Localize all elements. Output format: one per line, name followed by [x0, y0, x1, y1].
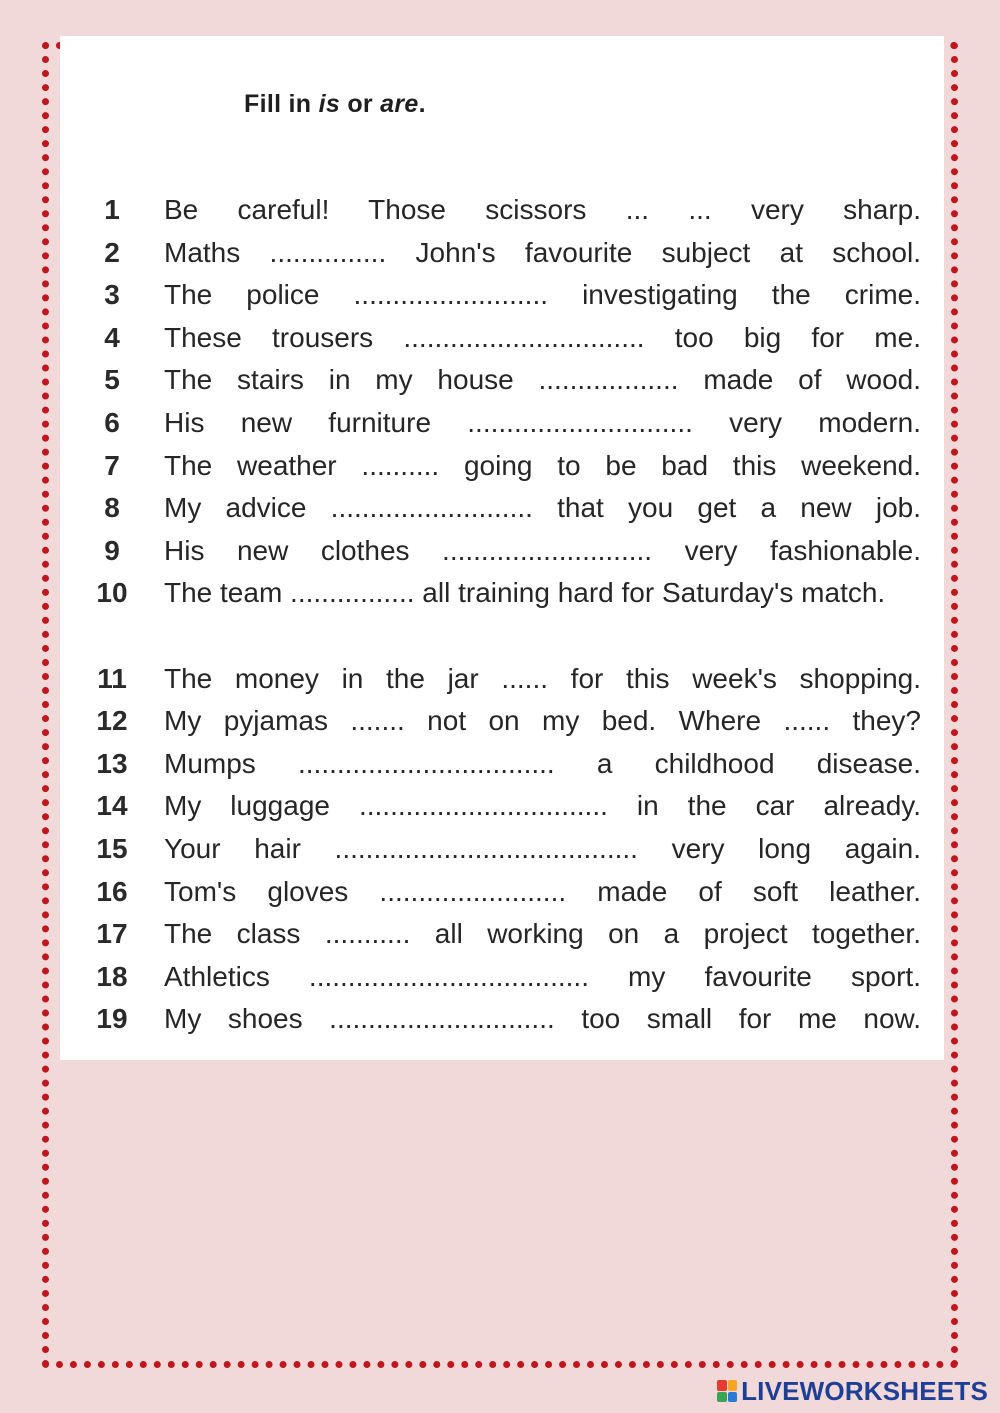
exercise-item: [60, 530, 944, 573]
item-number: 19: [96, 1003, 128, 1035]
title-text-are: are: [380, 90, 419, 118]
item-number: 17: [96, 918, 128, 950]
item-number: 2: [104, 236, 120, 268]
exercise-item: [60, 998, 944, 1041]
item-number: 18: [96, 960, 128, 992]
exercise-item: [60, 359, 944, 402]
item-sentence: My pyjamas ....... not on my bed. Where ...... they?: [164, 705, 921, 737]
item-sentence: My shoes ............................. too small for me now.: [164, 1003, 921, 1035]
exercise-item: [60, 828, 944, 871]
item-number: 4: [104, 321, 120, 353]
item-number: 5: [104, 364, 120, 396]
title-text-or: or: [340, 90, 381, 118]
exercise-item: [60, 956, 944, 999]
exercise-item: [60, 232, 944, 275]
exercise-item: [60, 658, 944, 701]
exercise-item: [60, 743, 944, 786]
item-sentence: The class ........... all working on a project together.: [164, 918, 921, 950]
item-sentence: Mumps ................................. a childhood disease.: [164, 747, 921, 779]
item-sentence: The money in the jar ...... for this week's shopping.: [164, 662, 921, 694]
title-text-period: .: [418, 90, 426, 118]
item-sentence: The weather .......... going to be bad this weekend.: [164, 449, 921, 481]
item-number: 16: [96, 875, 128, 907]
item-number: 3: [104, 279, 120, 311]
exercise-item: [60, 317, 944, 360]
item-sentence: The stairs in my house .................. made of wood.: [164, 364, 921, 396]
item-number: 15: [96, 832, 128, 864]
item-number: 1: [104, 194, 120, 225]
item-number: 14: [96, 790, 128, 822]
liveworksheets-logo[interactable]: [717, 1373, 988, 1409]
exercise-item: [60, 913, 944, 956]
exercise-item: [60, 700, 944, 743]
item-number: 11: [97, 662, 127, 694]
item-number: 8: [104, 492, 120, 524]
exercise-item: [60, 402, 944, 445]
item-number: 9: [104, 534, 120, 566]
exercise-item: [60, 189, 944, 232]
exercise-item: [60, 785, 944, 828]
exercise-item: [60, 274, 944, 317]
item-number: 10: [96, 577, 128, 609]
title-text-fill-in: Fill in: [244, 90, 319, 118]
exercise-item: [60, 572, 944, 657]
item-sentence: These trousers ............................... too big for me.: [164, 321, 921, 353]
item-sentence: My luggage ................................ in the car already.: [164, 790, 921, 822]
item-sentence: Athletics .................................... my favourite sport.: [164, 960, 921, 992]
item-sentence: Your hair ....................................... very long again.: [164, 832, 921, 864]
item-number: 7: [104, 449, 120, 481]
item-sentence: Be careful! Those scissors ... ... very sharp.: [164, 194, 921, 225]
exercise-item: [60, 487, 944, 530]
item-sentence: Tom's gloves ........................ made of soft leather.: [164, 875, 921, 907]
item-sentence: His new clothes ........................... very fashionable.: [164, 534, 921, 566]
item-sentence: The team ................ all training hard for Saturday's match.: [164, 577, 886, 609]
item-number: 13: [96, 747, 128, 779]
title-text-is: is: [318, 90, 341, 118]
item-number: 6: [104, 406, 120, 438]
item-sentence: My advice .......................... that you get a new job.: [164, 492, 921, 524]
exercise-list: [60, 189, 944, 1041]
exercise-item: [60, 445, 944, 488]
item-sentence: Maths ............... John's favourite subject at school.: [164, 236, 921, 268]
worksheet-title: [244, 90, 426, 119]
worksheet-image: [60, 36, 944, 1060]
logo-text: LIVEWORKSHEETS: [741, 1375, 988, 1406]
liveworksheets-logo-icon: [717, 1380, 737, 1402]
item-number: 12: [96, 705, 128, 737]
item-sentence: The police ......................... investigating the crime.: [164, 279, 921, 311]
exercise-item: [60, 871, 944, 914]
item-sentence: His new furniture ............................. very modern.: [164, 406, 921, 438]
